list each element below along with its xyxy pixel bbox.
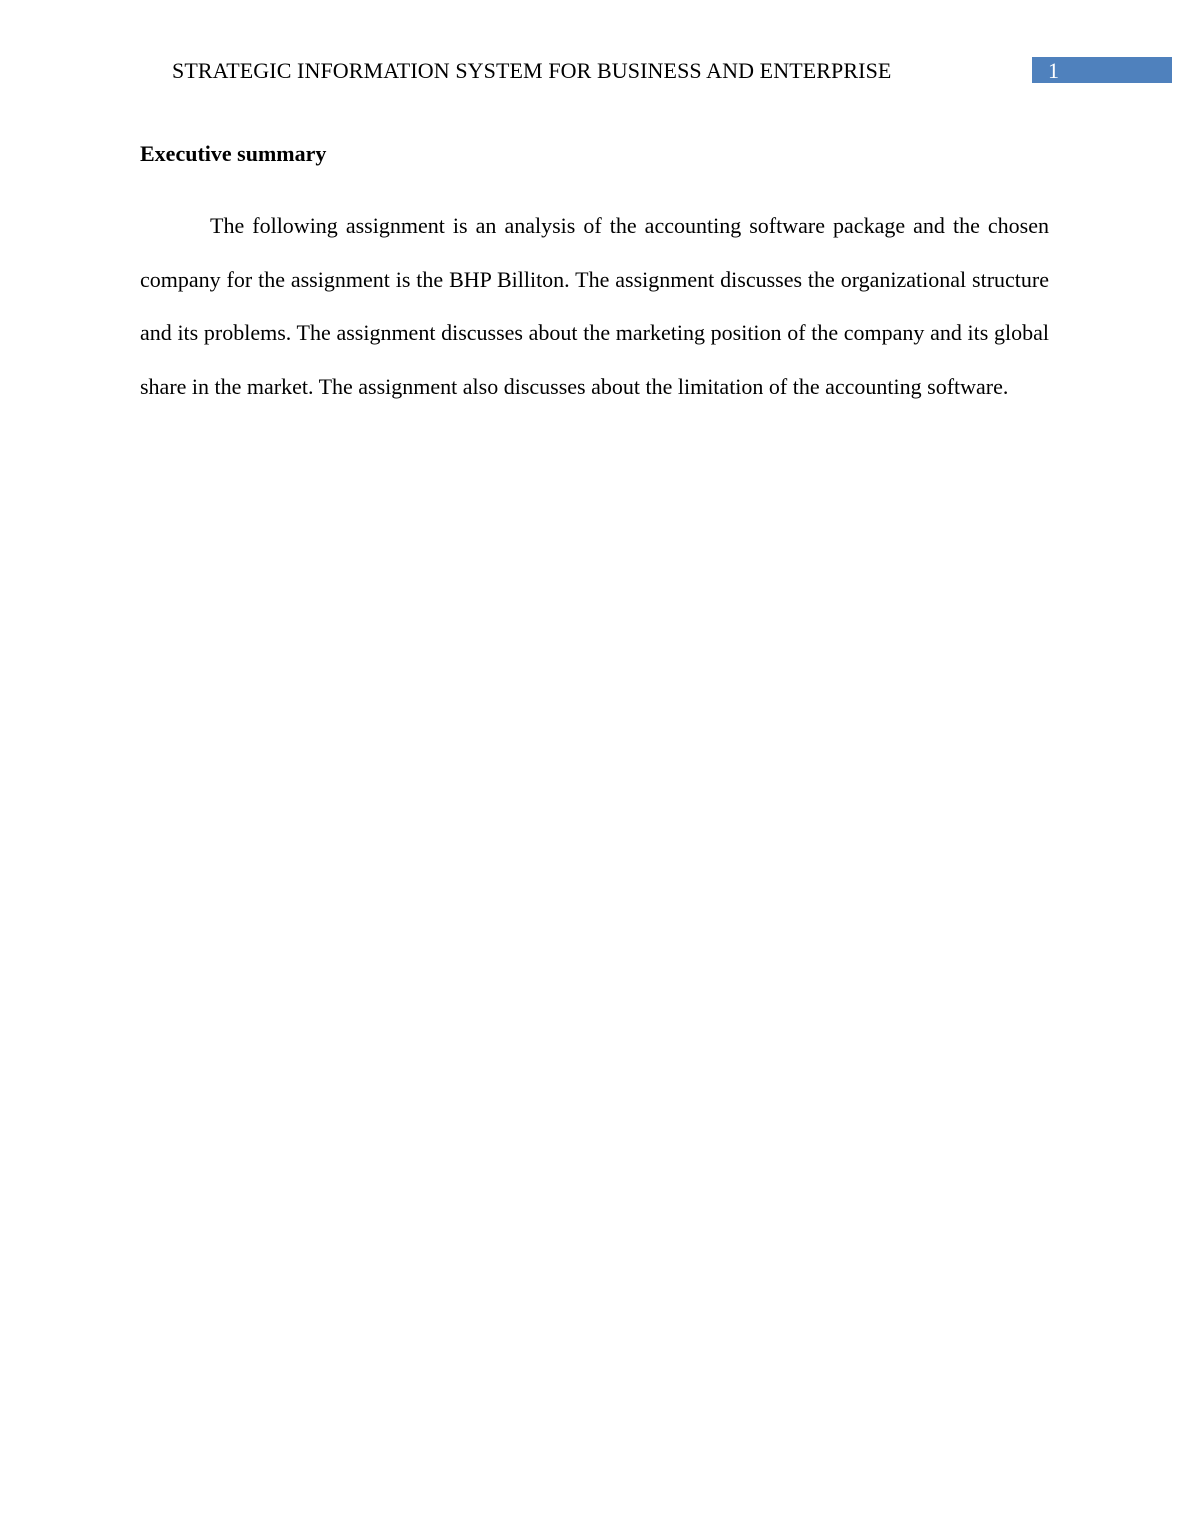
running-header-title: STRATEGIC INFORMATION SYSTEM FOR BUSINESS AND ENTERPRISE — [172, 58, 892, 83]
body-paragraph: The following assignment is an analysis of the accounting software package and the chosen company for the assignment is the BHP Billiton. The assignment discusses the organizational structure and its problems. The assignment discusses about the marketing position of the company and its global share in the market. The assignment also discusses about the limitation of the accounting software. — [140, 213, 1049, 399]
page-number: 1 — [1048, 58, 1059, 83]
section-heading: Executive summary — [140, 141, 327, 166]
page-number-badge — [1032, 57, 1172, 83]
